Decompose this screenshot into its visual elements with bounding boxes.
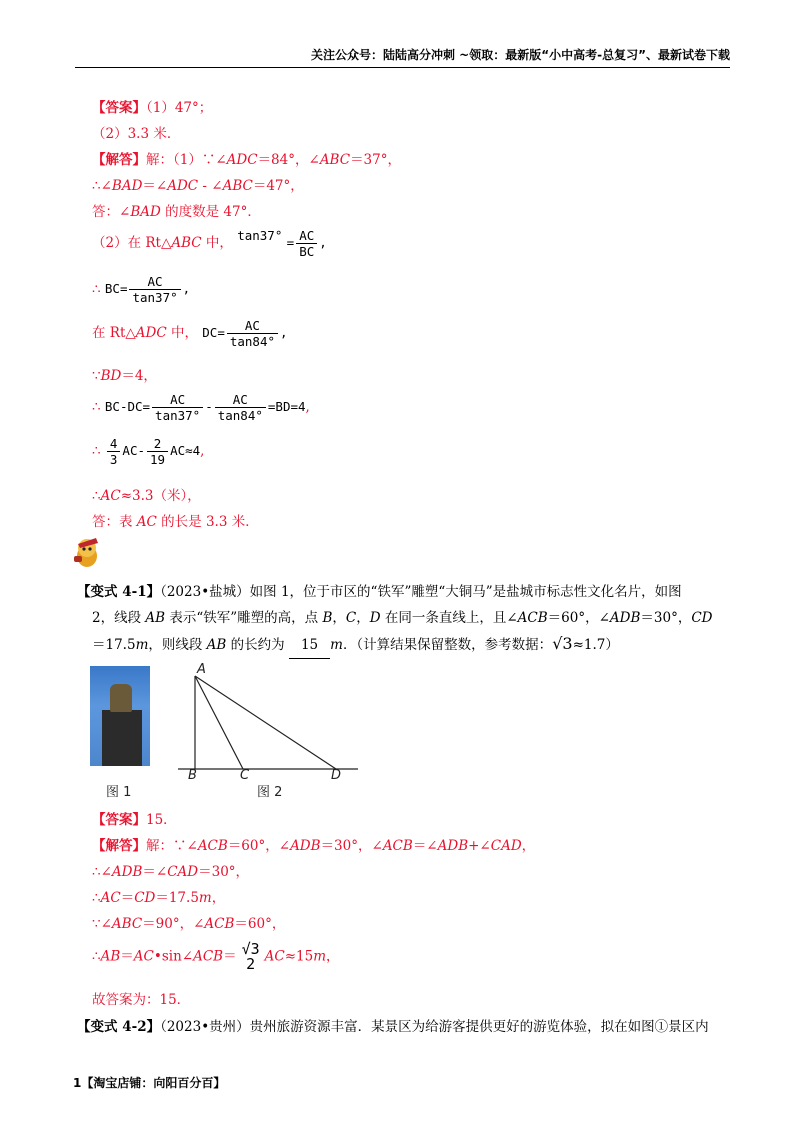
- point-b-label: B: [188, 768, 197, 783]
- fraction: $\frac{AC}{\tan 84^\circ}$: [215, 392, 266, 423]
- fraction: √3 2: [241, 940, 260, 973]
- answer-blank: 15: [289, 632, 330, 659]
- solution-line: ∴ BC= $\frac{AC}{\tan 37^\circ}$ ,: [92, 274, 191, 305]
- answer-line: 【答案】（1）47°；: [92, 100, 213, 116]
- point-a-label: A: [197, 662, 206, 677]
- problem-line: 2，线段 AB 表示“铁军”雕塑的高，点 B，C，D 在同一条直线上，且∠ACB＝60°，∠ADB＝30°，CD: [92, 610, 713, 626]
- solution-line: 【解答】解：∵∠ACB＝60°，∠ADB＝30°，∠ACB＝∠ADB+∠CAD，: [92, 838, 536, 854]
- solution-line: ∵BD＝4，: [92, 368, 157, 384]
- solution-line: ∵∠ABC＝90°，∠ACB＝60°，: [92, 916, 286, 932]
- fraction: $\frac{AC}{BC}$: [296, 228, 317, 259]
- answer-line: 【答案】15．: [92, 812, 177, 828]
- fraction: $\frac{AC}{\tan 37^\circ}$: [129, 274, 180, 305]
- solution-line: ∴AC≈3.3（米），: [92, 488, 201, 504]
- solution-line: 在 Rt△ADC 中， DC= $\frac{AC}{\tan 84^\circ}$ ,: [92, 318, 288, 349]
- figure-2-caption: 图 2: [257, 785, 283, 800]
- solution-line: 答：∠BAD 的度数是 47°．: [92, 204, 261, 220]
- fraction: $\frac{2}{19}$: [147, 436, 168, 467]
- solution-line: 答：表 AC 的长是 3.3 米．: [92, 514, 259, 530]
- solution-line: ∴AC＝CD＝17.5m，: [92, 890, 226, 906]
- point-c-label: C: [240, 768, 250, 783]
- answer-line-2: （2）3.3 米．: [92, 126, 181, 142]
- page-footer: 1【淘宝店铺：向阳百分百】: [73, 1076, 226, 1090]
- fraction: $\frac{AC}{\tan 84^\circ}$: [227, 318, 278, 349]
- solution-line: ∴∠ADB＝∠CAD＝30°，: [92, 864, 250, 880]
- figure-1-caption: 图 1: [106, 785, 132, 800]
- solution-line: 故答案为：15．: [92, 992, 191, 1008]
- fraction: $\frac{4}{3}$: [107, 436, 121, 467]
- problem-line: 【变式 4-1】（2023•盐城）如图 1，位于市区的“铁军”雕塑“大铜马”是盐城市标志性文化名片，如图: [77, 584, 682, 600]
- solution-line: ∴ $\frac{4}{3}$ AC- $\frac{2}{19}$ AC≈4,: [92, 436, 205, 467]
- page-header: 关注公众号：陆陆高分冲刺 ~领取：最新版“小中高考-总复习”、最新试卷下载: [75, 46, 730, 68]
- figure-2-diagram: [178, 660, 358, 780]
- problem-line: ＝17.5m，则线段 AB 的长约为 15 m．（计算结果保留整数，参考数据：√3≈1.7）: [77, 631, 737, 659]
- mascot-icon: [70, 534, 104, 570]
- problem-4-2: 【变式 4-2】（2023•贵州）贵州旅游资源丰富．某景区为给游客提供更好的游览体验，拟在如图①景区内: [77, 1019, 709, 1035]
- solution-line: 【解答】解：（1）∵∠ADC＝84°，∠ABC＝37°，: [92, 152, 401, 168]
- fraction: $\frac{AC}{\tan 37^\circ}$: [152, 392, 203, 423]
- statue-photo: [90, 666, 150, 766]
- solution-line: ∴∠BAD＝∠ADC - ∠ABC＝47°，: [92, 178, 304, 194]
- solution-line: ∴AB＝AC•sin∠ACB＝ √3 2 AC≈15m，: [92, 940, 340, 973]
- point-d-label: D: [331, 768, 342, 783]
- solution-line: （2）在 Rt△ABC 中， tan37° = $\frac{AC}{BC}$ ,: [92, 228, 327, 259]
- problem-4-1: [77, 579, 737, 659]
- solution-line: ∴ BC-DC= $\frac{AC}{\tan 37^\circ}$ - $\frac{AC}{\tan 84^\circ}$ =BD=4,: [92, 392, 310, 423]
